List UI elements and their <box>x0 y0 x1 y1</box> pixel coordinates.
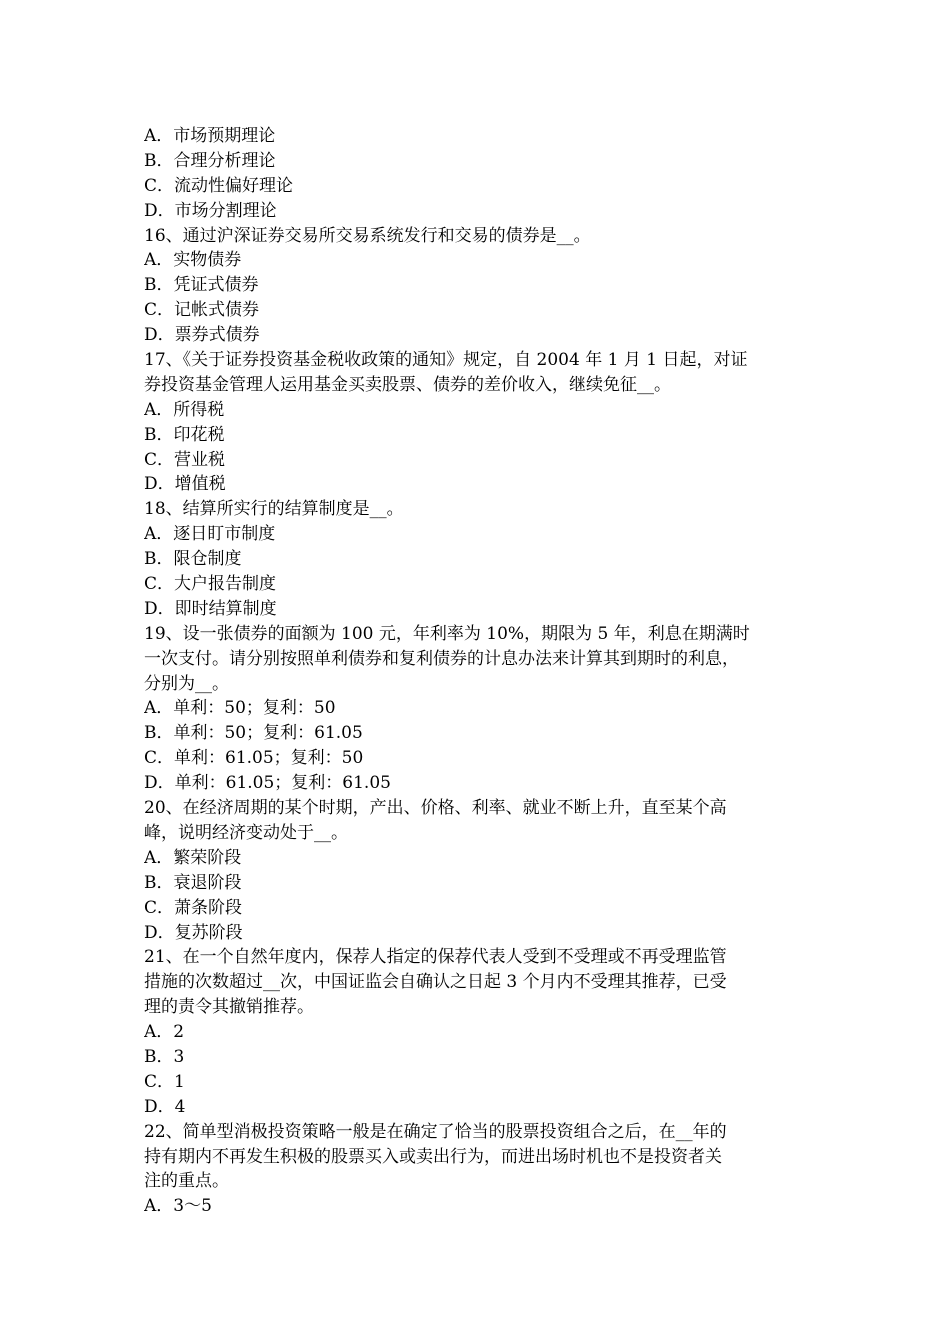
option-line: B．单利：50；复利：61.05 <box>144 723 363 744</box>
option-line: D．市场分割理论 <box>144 200 277 221</box>
question-stem: 19、设一张债券的面额为 100 元，年利率为 10%，期限为 5 年，利息在期满时 <box>144 623 750 644</box>
question-20 <box>144 796 814 945</box>
option-line: D．即时结算制度 <box>144 598 277 619</box>
question-22 <box>144 1120 814 1220</box>
option-line: A．繁荣阶段 <box>144 847 242 868</box>
option-line: A．所得税 <box>144 399 225 420</box>
option-line: D．单利：61.05；复利：61.05 <box>144 773 391 794</box>
question-19 <box>144 622 814 796</box>
question-stem: 一次支付。请分别按照单利债券和复利债券的计息办法来计算其到期时的利息， <box>144 648 739 669</box>
question-stem: 22、简单型消极投资策略一般是在确定了恰当的股票投资组合之后，在__年的 <box>144 1121 727 1142</box>
option-line: D．票券式债券 <box>144 325 260 346</box>
option-line: A．市场预期理论 <box>144 126 276 146</box>
option-line: B．限仓制度 <box>144 549 242 570</box>
option-line: A．实物债券 <box>144 250 242 271</box>
question-18 <box>144 497 814 621</box>
option-line: B．3 <box>144 1046 185 1067</box>
question-stem: 17、《关于证券投资基金税收政策的通知》规定，自 2004 年 1 月 1 日起，对证 <box>144 350 748 371</box>
option-line: B．印花税 <box>144 424 225 445</box>
question-stem: 20、在经济周期的某个时期，产出、价格、利率、就业不断上升，直至某个高 <box>144 798 727 819</box>
question-stem: 16、通过沪深证券交易所交易系统发行和交易的债券是__。 <box>144 225 591 246</box>
question-stem: 21、在一个自然年度内，保荐人指定的保荐代表人受到不受理或不再受理监管 <box>144 947 727 968</box>
option-line: A．逐日盯市制度 <box>144 524 276 545</box>
option-line: C．营业税 <box>144 449 226 470</box>
question-stem: 持有期内不再发生积极的股票买入或卖出行为，而进出场时机也不是投资者关 <box>144 1146 722 1167</box>
question-stem: 措施的次数超过__次，中国证监会自确认之日起 3 个月内不受理其推荐，已受 <box>144 972 727 993</box>
question-stem: 券投资基金管理人运用基金买卖股票、债券的差价收入，继续免征__。 <box>144 374 671 395</box>
question-stem: 分别为__。 <box>144 673 229 694</box>
option-line: A．单利：50；复利：50 <box>144 698 336 719</box>
question-21 <box>144 945 814 1119</box>
question-stem: 峰，说明经济变动处于__。 <box>144 822 348 843</box>
document-page <box>144 124 814 1219</box>
option-line: C．流动性偏好理论 <box>144 175 294 196</box>
option-line: A．3～5 <box>144 1196 212 1217</box>
option-line: D．4 <box>144 1096 186 1117</box>
option-line: C．记帐式债券 <box>144 300 260 321</box>
option-line: D．复苏阶段 <box>144 922 243 943</box>
question-stem: 18、结算所实行的结算制度是__。 <box>144 499 404 520</box>
option-line: D．增值税 <box>144 474 226 495</box>
question-stem: 注的重点。 <box>144 1171 229 1192</box>
option-line: B．合理分析理论 <box>144 150 276 171</box>
option-line: B．凭证式债券 <box>144 275 259 296</box>
question-17 <box>144 348 814 497</box>
option-line: B．衰退阶段 <box>144 872 242 893</box>
option-line: A．2 <box>144 1022 185 1043</box>
option-line: C．单利：61.05；复利：50 <box>144 748 364 769</box>
option-line: C．萧条阶段 <box>144 897 243 918</box>
continued-question-options <box>144 124 814 224</box>
option-line: C．1 <box>144 1071 185 1092</box>
option-line: C．大户报告制度 <box>144 574 277 595</box>
question-stem: 理的责令其撤销推荐。 <box>144 997 314 1018</box>
question-16 <box>144 224 814 348</box>
